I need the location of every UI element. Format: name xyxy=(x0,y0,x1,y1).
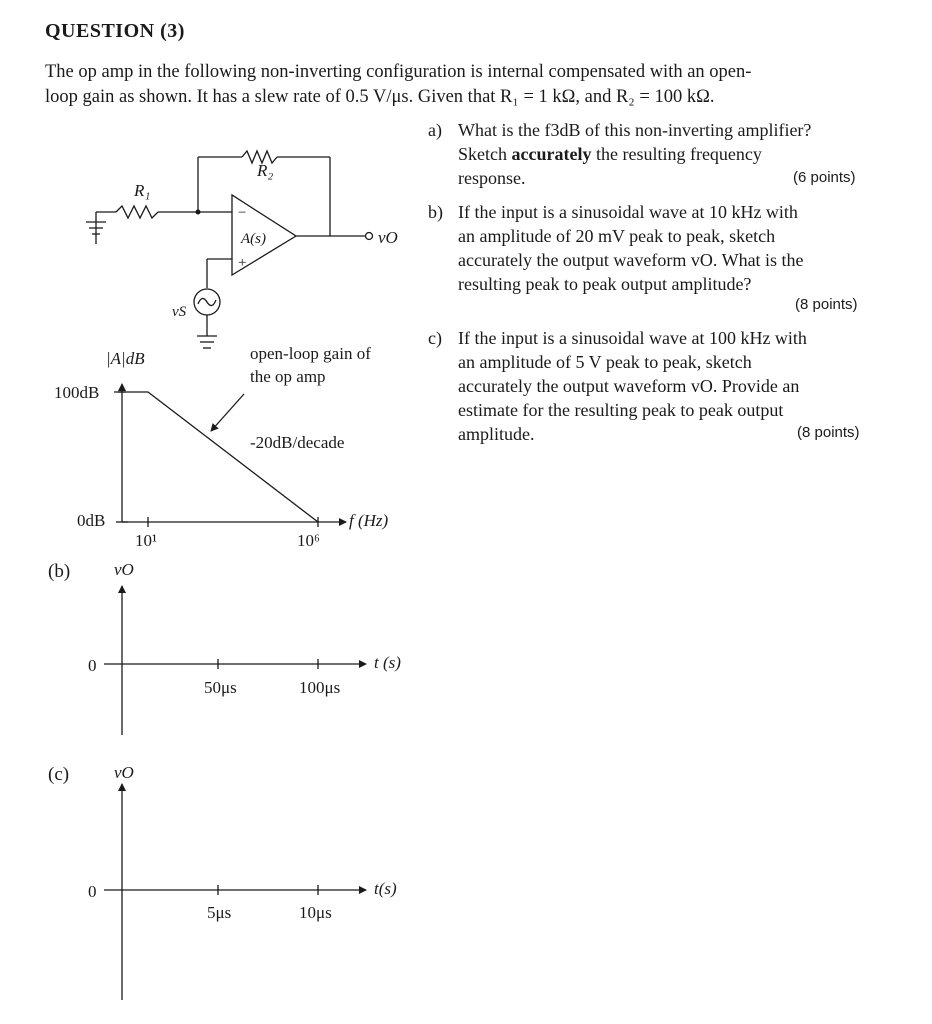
question-c-line-4: estimate for the resulting peak to peak output xyxy=(458,400,784,420)
bode-plot xyxy=(114,384,346,527)
circuit-diagram xyxy=(86,151,373,348)
question-a-line-1: What is the f3dB of this non-inverting amplifier? xyxy=(458,120,812,140)
graph-b-label: (b) xyxy=(48,561,71,582)
question-title: QUESTION (3) xyxy=(45,20,185,42)
question-c-label: c) xyxy=(428,328,442,348)
question-c-line-1: If the input is a sinusoidal wave at 100 kHz with xyxy=(458,328,807,348)
question-a-line-2: Sketch accurately the resulting frequency xyxy=(458,144,762,164)
question-a-points: (6 points) xyxy=(793,169,856,186)
feedback-node xyxy=(196,210,201,215)
r2-label: R₂ xyxy=(257,161,274,180)
emphasis-accurately: accurately xyxy=(511,144,592,164)
r1-label: R₁ xyxy=(134,181,151,200)
graph-b-y-label: vO xyxy=(114,560,134,579)
question-b-label: b) xyxy=(428,202,443,222)
graph-b-origin: 0 xyxy=(88,656,97,675)
question-c-line-3: accurately the output waveform vO. Provide an xyxy=(458,376,800,396)
graph-c-label: (c) xyxy=(48,764,70,785)
graph-c-tick-5us: 5μs xyxy=(207,903,232,922)
open-loop-gain-label: open-loop gain of the op amp xyxy=(250,344,371,386)
question-b-line-3: accurately the output waveform vO. What is the xyxy=(458,250,804,270)
bode-x-tick-10: 10¹ xyxy=(135,531,158,550)
source-label: vS xyxy=(172,304,187,320)
graph-c-y-label: vO xyxy=(114,763,134,782)
graph-b-x-label: t (s) xyxy=(374,653,401,672)
opamp-minus: − xyxy=(238,205,247,221)
bode-y-tick-100db: 100dB xyxy=(54,383,100,402)
problem-line-2: loop gain as shown. It has a slew rate of 0.5 V/μs. Given that R₁ = 1 kΩ, and R₂ = 100 kΩ. xyxy=(45,87,715,107)
bode-x-tick-1e6: 10⁶ xyxy=(297,531,320,550)
graph-c-origin: 0 xyxy=(88,882,97,901)
output-label: vO xyxy=(378,228,398,247)
question-b-line-1: If the input is a sinusoidal wave at 10 kHz with xyxy=(458,202,798,222)
question-c-line-2: an amplitude of 5 V peak to peak, sketch xyxy=(458,352,752,372)
graph-b-tick-50us: 50μs xyxy=(204,678,237,697)
question-c-line-5: amplitude. xyxy=(458,424,535,444)
opamp-label: A(s) xyxy=(241,231,266,247)
question-b-points: (8 points) xyxy=(795,296,858,313)
question-a-line-3: response. xyxy=(458,168,526,188)
graph-c-x-label: t(s) xyxy=(374,879,397,898)
bode-y-tick-0db: 0dB xyxy=(77,511,106,530)
question-c-points: (8 points) xyxy=(797,424,860,441)
slope-annotation: -20dB/decade xyxy=(250,433,345,452)
bode-x-label: f (Hz) xyxy=(349,511,389,530)
question-a-label: a) xyxy=(428,120,442,140)
question-b-line-2: an amplitude of 20 mV peak to peak, sketch xyxy=(458,226,776,246)
opamp-plus: + xyxy=(238,255,247,271)
output-terminal xyxy=(366,233,373,240)
problem-line-1: The op amp in the following non-inverting configuration is internal compensated with an open- xyxy=(45,62,752,82)
question-b-line-4: resulting peak to peak output amplitude? xyxy=(458,274,752,294)
resistor-r1 xyxy=(116,206,158,218)
open-loop-gain-curve xyxy=(114,392,318,522)
gain-pointer-arrow xyxy=(211,394,244,431)
graph-c xyxy=(104,784,366,1000)
graph-b xyxy=(104,586,366,735)
graph-c-tick-10us: 10μs xyxy=(299,903,332,922)
graph-b-tick-100us: 100μs xyxy=(299,678,341,697)
bode-y-label: |A|dB xyxy=(106,349,145,368)
